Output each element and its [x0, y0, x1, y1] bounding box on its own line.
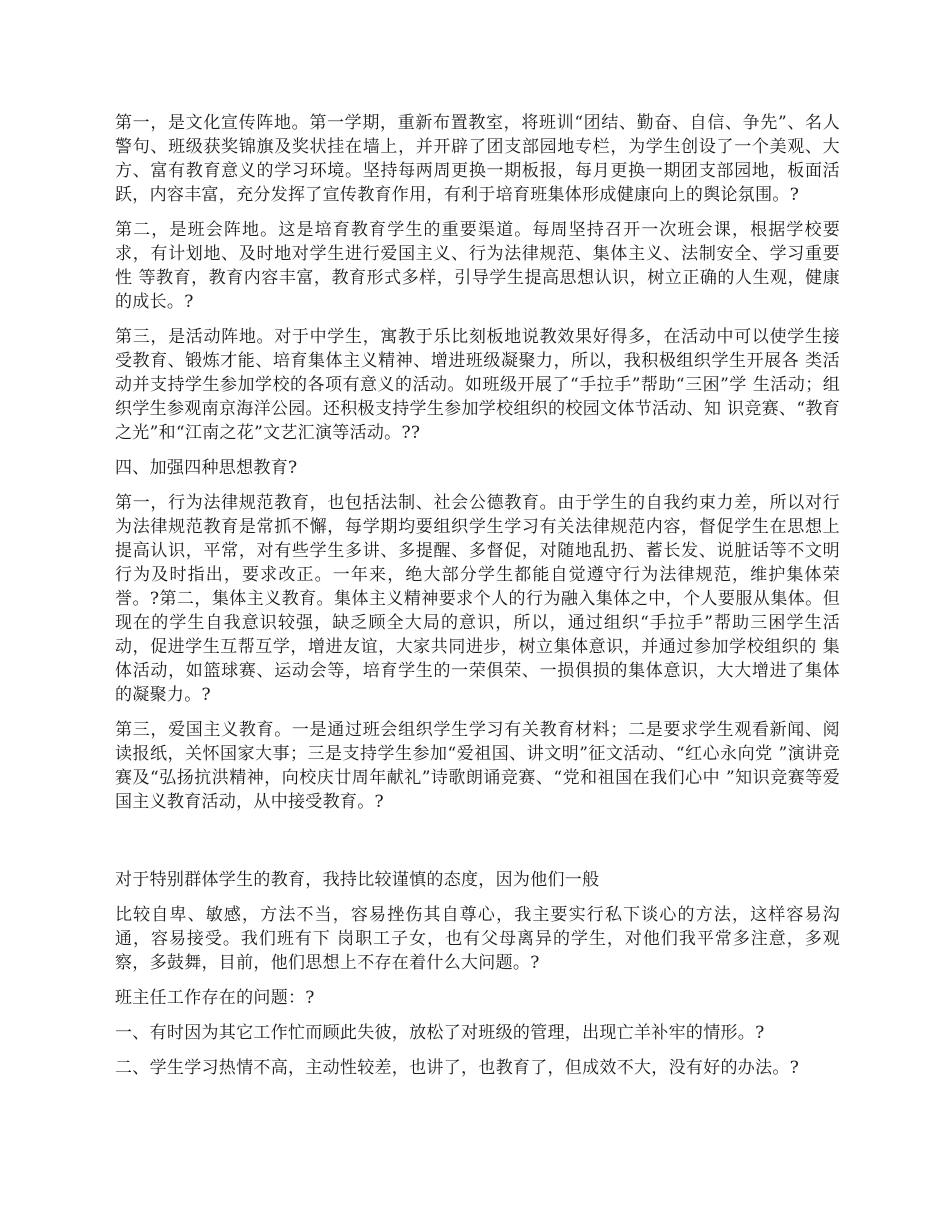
paragraph-class-meeting: 第二，是班会阵地。这是培育教育学生的重要渠道。每周坚持召开一次班会课，根据学校要求，有计划地、及时地对学生进行爱国主义、行为法律规范、集体主义、法制安全、学习重要性 等教育，教育内容丰富，教育形式多样，引导学生提高思想认识，树立正确的人生观，健康的成长。? — [115, 220, 840, 312]
paragraph-special-students-method: 比较自卑、敏感，方法不当，容易挫伤其自尊心，我主要实行私下谈心的方法，这样容易沟通，容易接受。我们班有下 岗职工子女，也有父母离异的学生，对他们我平常多注意，多观察，多鼓舞，目前，他们思想上不存在着什么大问题。? — [115, 905, 840, 973]
section-heading-four-educations: 四、加强四种思想教育? — [115, 458, 298, 478]
document-page — [115, 111, 840, 1091]
paragraph-activity-position: 第三，是活动阵地。对于中学生，寓教于乐比刻板地说教效果好得多，在活动中可以使学生接受教育、锻炼才能、培育集体主义精神、增进班级凝聚力，所以，我积极组织学生开展各 类活动并支持学生参加学校的各项有意义的活动。如班级开展了“手拉手”帮助“三困”学 生活动；组织学生参观南京海洋公园。还积极支持学生参加学校组织的校园文体节活动、知 识竞赛、“教育之光”和“江南之花”文艺汇演等活动。?? — [115, 327, 840, 443]
paragraph-behavior-education: 第一，行为法律规范教育，也包括法制、社会公德教育。由于学生的自我约束力差，所以对行为法律规范教育是常抓不懈，每学期均要组织学生学习有关法律规范内容，督促学生在思想上提高认识，平常，对有些学生多讲、多提醒、多督促，对随地乱扔、蓄长发、说脏话等不文明行为及时指出，要求改正。一年来，绝大部分学生都能自觉遵守行为法律规范，维护集体荣誉。?第二，集体主义教育。集体主义精神要求个人的行为融入集体之中，个人要服从集体。但现在的学生自我意识较强，缺乏顾全大局的意识，所以，通过组织“手拉手”帮助三困学生活动，促进学生互帮互学，增进友谊，大家共同进步，树立集体意识，并通过参加学校组织的 集体活动，如篮球赛、运动会等，培育学生的一荣俱荣、一损俱损的集体意识，大大增进了集体的凝聚力。? — [115, 493, 840, 705]
paragraph-special-students-intro: 对于特别群体学生的教育，我持比较谨慎的态度，因为他们一般 — [115, 870, 600, 890]
problem-item-2: 二、学生学习热情不高，主动性较差，也讲了，也教育了，但成效不大，没有好的办法。? — [115, 1058, 800, 1078]
problem-item-1: 一、有时因为其它工作忙而顾此失彼，放松了对班级的管理，出现亡羊补牢的情形。? — [115, 1023, 765, 1043]
section-heading-problems: 班主任工作存在的问题：? — [115, 988, 315, 1008]
paragraph-patriotism-education: 第三，爱国主义教育。一是通过班会组织学生学习有关教育材料；二是要求学生观看新闻、阅读报纸，关怀国家大事；三是支持学生参加“爱祖国、讲文明”征文活动、“红心永向党 ”演讲竞赛及“弘扬抗洪精神，向校庆廿周年献礼”诗歌朗诵竞赛、“党和祖国在我们心中 ”知识竞赛等爱国主义教育活动，从中接受教育。? — [115, 720, 840, 812]
paragraph-culture-position: 第一，是文化宣传阵地。第一学期，重新布置教室，将班训“团结、勤奋、自信、争先”、名人警句、班级获奖锦旗及奖状挂在墙上，并开辟了团支部园地专栏，为学生创设了一个美观、大方、富有教育意义的学习环境。坚持每两周更换一期板报，每月更换一期团支部园地，板面活跃，内容丰富，充分发挥了宣传教育作用，有利于培育班集体形成健康向上的舆论氛围。? — [115, 113, 840, 205]
blank-gap — [115, 825, 840, 868]
